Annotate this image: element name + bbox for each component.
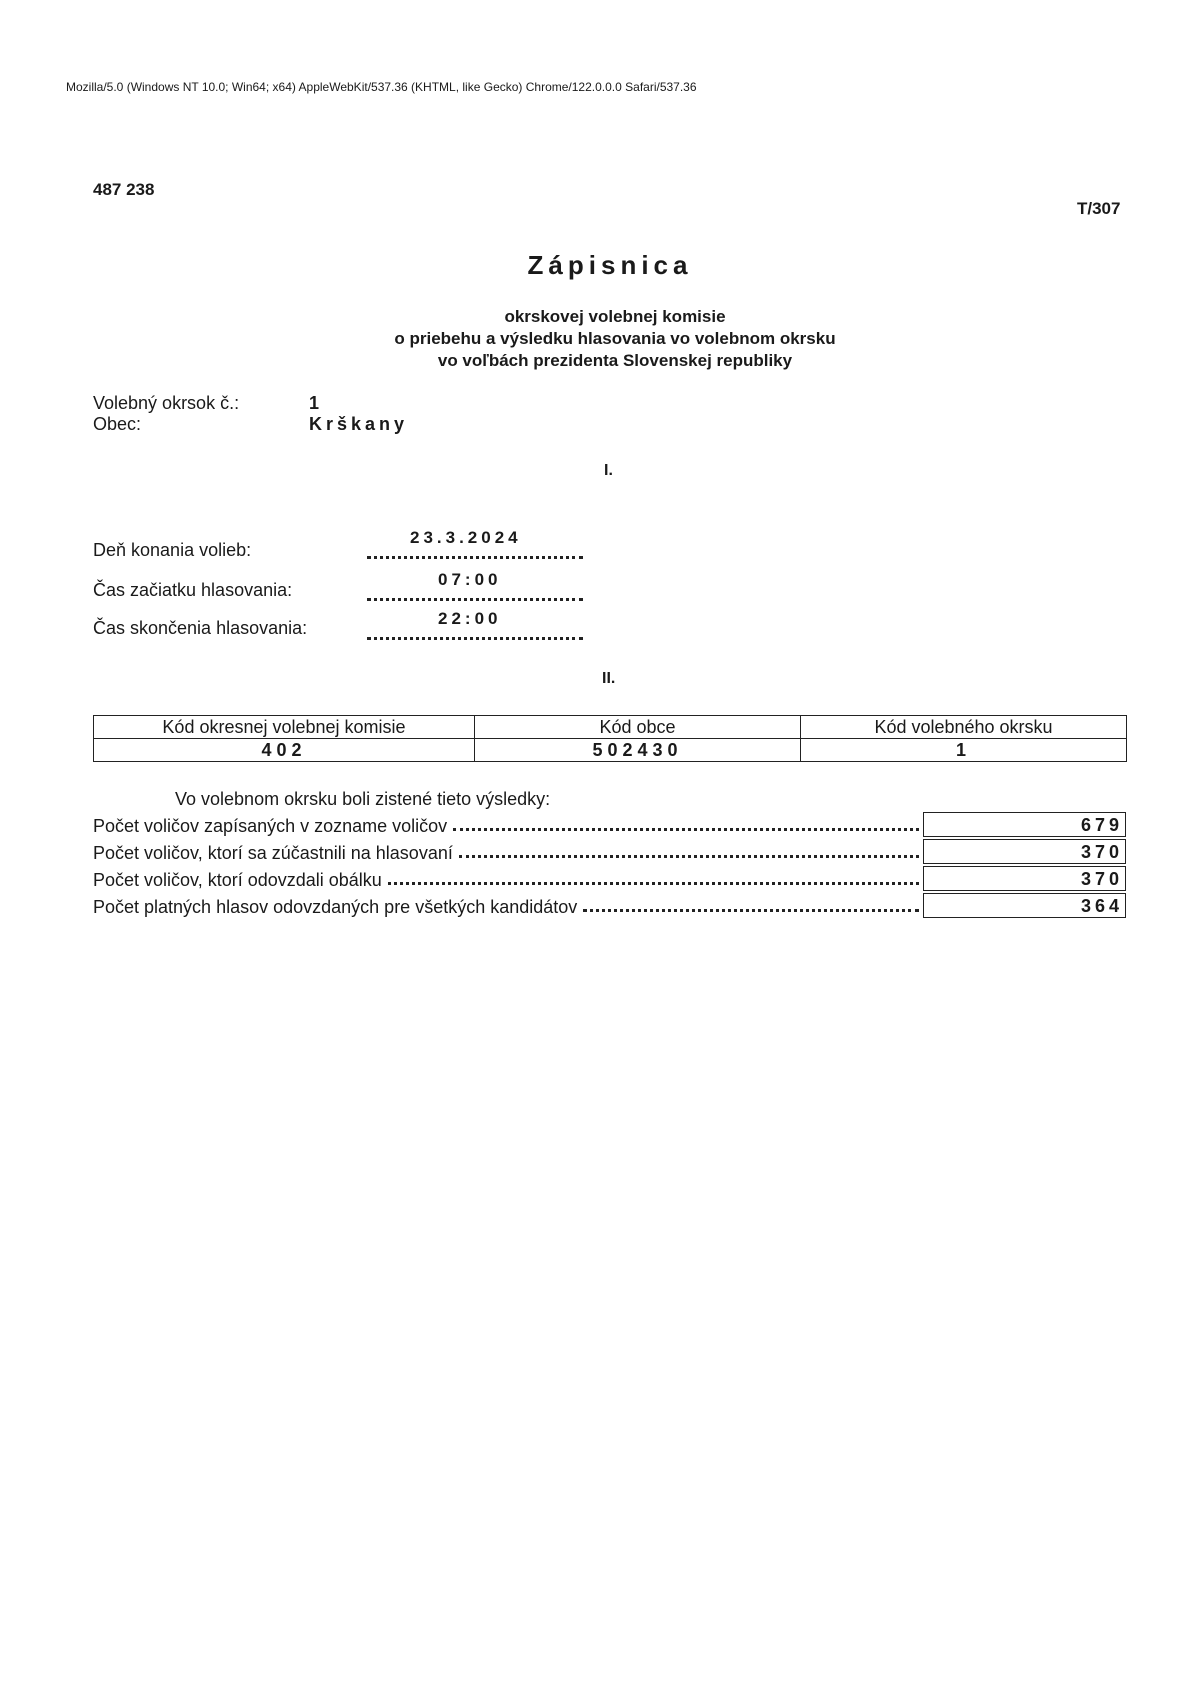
district-label: Volebný okrsok č.:: [93, 393, 240, 413]
dot-leader: [453, 828, 919, 831]
codes-header-cell: Kód okresnej volebnej komisie: [94, 716, 475, 739]
subtitle-line: vo voľbách prezidenta Slovenskej republiky: [437, 351, 793, 370]
document-title: Zápisnica: [527, 250, 693, 280]
result-value: 364: [923, 893, 1126, 918]
subtitle-line: o priebehu a výsledku hlasovania vo volebnom okrsku: [394, 329, 836, 348]
section-1-heading: I.: [604, 462, 613, 479]
result-value: 370: [923, 866, 1126, 891]
result-row: [93, 864, 923, 891]
result-row: [93, 891, 923, 918]
codes-header-row: [94, 716, 1127, 739]
result-value: 370: [923, 839, 1126, 864]
codes-value-row: [94, 739, 1127, 762]
result-value: 679: [923, 812, 1126, 837]
voting-start-field: [367, 590, 583, 601]
document-subtitle: [330, 306, 900, 372]
result-row: [93, 810, 923, 837]
voting-end-field: [367, 629, 583, 640]
codes-header-cell: Kód obce: [475, 716, 801, 739]
voting-district-code: 1: [801, 739, 1127, 762]
district-value: 1: [309, 393, 320, 413]
voting-start-label: Čas začiatku hlasovania:: [93, 580, 293, 600]
dot-leader: [388, 882, 919, 885]
municipality-label: Obec:: [93, 414, 142, 434]
municipality-value: Krškany: [309, 414, 409, 434]
section-2-heading: II.: [602, 670, 616, 687]
voting-start-value: 07:00: [438, 570, 502, 589]
subtitle-line: okrskovej volebnej komisie: [504, 307, 726, 326]
result-label: Počet voličov, ktorí odovzdali obálku: [93, 870, 382, 890]
codes-header-cell: Kód volebného okrsku: [801, 716, 1127, 739]
dot-leader: [459, 855, 919, 858]
district-commission-code: 402: [94, 739, 475, 762]
voting-end-value: 22:00: [438, 609, 502, 628]
election-day-value: 23.3.2024: [410, 528, 522, 547]
municipality-code: 502430: [475, 739, 801, 762]
voting-end-label: Čas skončenia hlasovania:: [93, 618, 308, 638]
browser-user-agent: Mozilla/5.0 (Windows NT 10.0; Win64; x64) AppleWebKit/537.36 (KHTML, like Gecko) Chrome/122.0.0.0 Safari/537.36: [66, 80, 697, 94]
document-number: 487 238: [93, 180, 155, 199]
result-label: Počet platných hlasov odovzdaných pre všetkých kandidátov: [93, 897, 578, 917]
result-label: Počet voličov zapísaných v zozname voličov: [93, 816, 448, 836]
form-code: T/307: [1077, 199, 1121, 218]
result-label: Počet voličov, ktorí sa zúčastnili na hlasovaní: [93, 843, 453, 863]
election-day-field: [367, 548, 583, 559]
codes-table: [93, 715, 1127, 762]
election-day-label: Deň konania volieb:: [93, 540, 252, 560]
results-intro: Vo volebnom okrsku boli zistené tieto výsledky:: [175, 789, 551, 809]
result-row: [93, 837, 923, 864]
dot-leader: [583, 909, 919, 912]
